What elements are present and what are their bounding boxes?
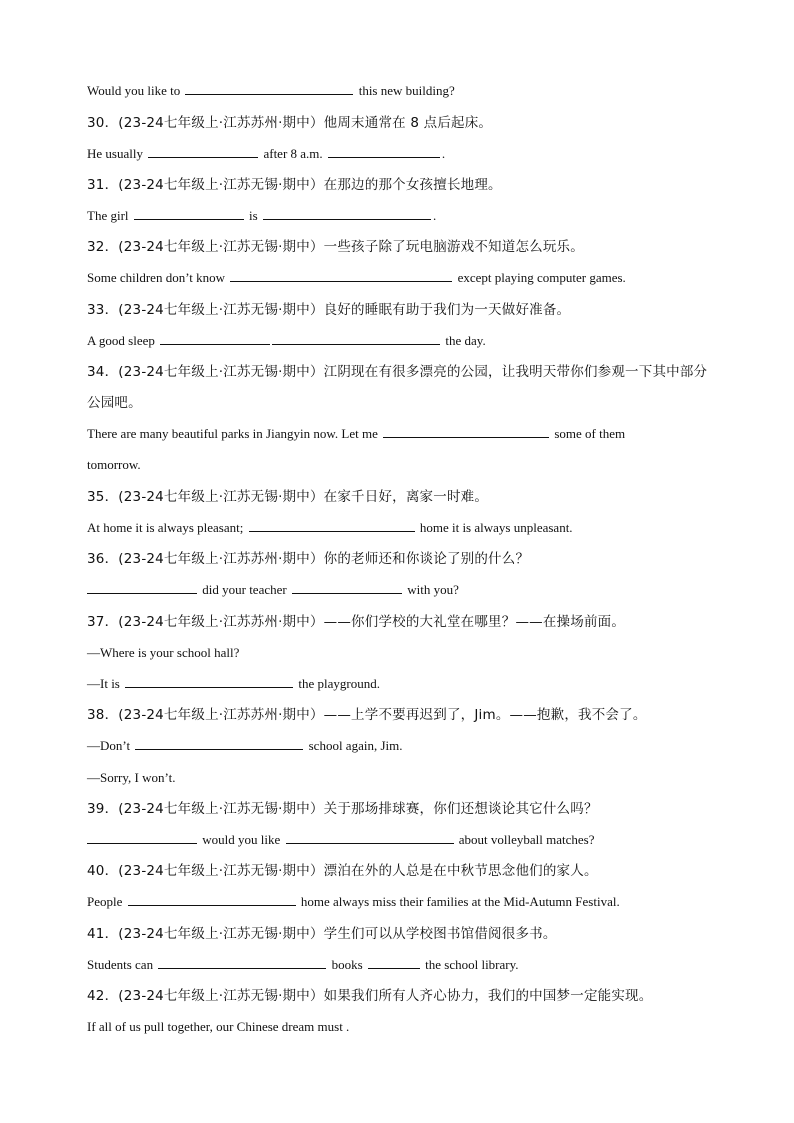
answer-blank[interactable] [160, 332, 270, 345]
answer-blank[interactable] [125, 675, 293, 688]
answer-blank[interactable] [158, 956, 326, 969]
question-34-continued: 公园吧。 [87, 395, 142, 411]
answer-blank[interactable] [87, 831, 197, 844]
answer-line-34 [87, 425, 625, 443]
sentence-text: He usually [87, 146, 143, 161]
answer-blank[interactable] [263, 207, 431, 220]
sentence-text: the playground. [298, 676, 380, 691]
dialogue-line: —Where is your school hall? [87, 645, 240, 660]
answer-line-34-continued: tomorrow. [87, 457, 141, 472]
question-41: 41．(23-24七年级上·江苏无锡·期中）学生们可以从学校图书馆借阅很多书。 [87, 926, 557, 942]
sentence-text: did your teacher [202, 582, 287, 597]
sentence-text: —Don’t [87, 738, 131, 753]
sentence-text: . [432, 208, 437, 223]
sentence-text: would you like [202, 832, 281, 847]
answer-blank[interactable] [148, 145, 258, 158]
sentence-text: . [441, 146, 446, 161]
answer-line-33 [87, 332, 486, 350]
sentence-text: At home it is always pleasant; [87, 520, 244, 535]
answer-line-31 [87, 207, 436, 225]
answer-blank[interactable] [328, 145, 440, 158]
sentence-text: except playing computer games. [457, 270, 626, 285]
answer-blank[interactable] [87, 581, 197, 594]
sentence-text: this new building? [358, 83, 455, 98]
question-33: 33．(23-24七年级上·江苏无锡·期中）良好的睡眠有助于我们为一天做好准备。 [87, 302, 571, 318]
question-39: 39．(23-24七年级上·江苏无锡·期中）关于那场排球赛，你们还想谈论其它什么吗？ [87, 801, 598, 817]
answer-line-37 [87, 675, 380, 693]
sentence-text: the school library. [425, 957, 519, 972]
answer-blank[interactable] [272, 332, 440, 345]
answer-blank[interactable] [368, 956, 420, 969]
answer-blank[interactable] [383, 425, 549, 438]
answer-blank[interactable] [185, 82, 353, 95]
sentence-text: Some children don’t know [87, 270, 226, 285]
sentence-text: home always miss their families at the Mid-Autumn Festival. [300, 894, 620, 909]
sentence-text: home it is always unpleasant. [419, 520, 573, 535]
sentence-text: The girl [87, 208, 129, 223]
answer-line-39 [87, 831, 594, 849]
answer-line-32 [87, 269, 626, 287]
answer-line-42: If all of us pull together, our Chinese dream must . [87, 1019, 350, 1034]
question-42: 42．(23-24七年级上·江苏无锡·期中）如果我们所有人齐心协力，我们的中国梦一定能实现。 [87, 988, 653, 1004]
question-37: 37．(23-24七年级上·江苏苏州·期中）——你们学校的大礼堂在哪里？——在操场前面。 [87, 614, 626, 630]
sentence-text: People [87, 894, 123, 909]
answer-blank[interactable] [292, 581, 402, 594]
answer-line-41 [87, 956, 519, 974]
question-34: 34．(23-24七年级上·江苏无锡·期中）江阴现在有很多漂亮的公园，让我明天带你们参观一下其中部分 [87, 364, 708, 380]
answer-blank[interactable] [230, 269, 452, 282]
sentence-text: A good sleep [87, 333, 155, 348]
sentence-text: after 8 a.m. [263, 146, 323, 161]
sentence-text: about volleyball matches? [458, 832, 595, 847]
sentence-text: Would you like to [87, 83, 181, 98]
question-38: 38．(23-24七年级上·江苏苏州·期中）——上学不要再迟到了，Jim。——抱歉，我不会了。 [87, 707, 647, 723]
sentence-text: books [331, 957, 363, 972]
answer-line-40 [87, 893, 620, 911]
sentence-text: some of them [554, 426, 626, 441]
answer-blank[interactable] [128, 893, 296, 906]
sentence-text: school again, Jim. [308, 738, 403, 753]
answer-line-35 [87, 519, 573, 537]
sentence-text: the day. [445, 333, 486, 348]
answer-line-38 [87, 737, 403, 755]
dialogue-line: —Sorry, I won’t. [87, 770, 176, 785]
question-36: 36．(23-24七年级上·江苏苏州·期中）你的老师还和你谈论了别的什么？ [87, 551, 530, 567]
question-35: 35．(23-24七年级上·江苏无锡·期中）在家千日好，离家一时难。 [87, 489, 489, 505]
answer-line-29 [87, 82, 455, 100]
question-30: 30．(23-24七年级上·江苏苏州·期中）他周末通常在 8 点后起床。 [87, 115, 493, 131]
question-40: 40．(23-24七年级上·江苏无锡·期中）漂泊在外的人总是在中秋节思念他们的家人。 [87, 863, 598, 879]
sentence-text: There are many beautiful parks in Jiangyin now. Let me [87, 426, 378, 441]
sentence-text: is [249, 208, 258, 223]
answer-blank[interactable] [286, 831, 454, 844]
sentence-text: with you? [407, 582, 459, 597]
answer-blank[interactable] [249, 519, 415, 532]
question-32: 32．(23-24七年级上·江苏无锡·期中）一些孩子除了玩电脑游戏不知道怎么玩乐。 [87, 239, 584, 255]
answer-blank[interactable] [135, 737, 303, 750]
question-31: 31．(23-24七年级上·江苏无锡·期中）在那边的那个女孩擅长地理。 [87, 177, 502, 193]
sentence-text: —It is [87, 676, 120, 691]
answer-line-36 [87, 581, 459, 599]
answer-blank[interactable] [134, 207, 244, 220]
sentence-text: Students can [87, 957, 154, 972]
answer-line-30 [87, 145, 445, 163]
